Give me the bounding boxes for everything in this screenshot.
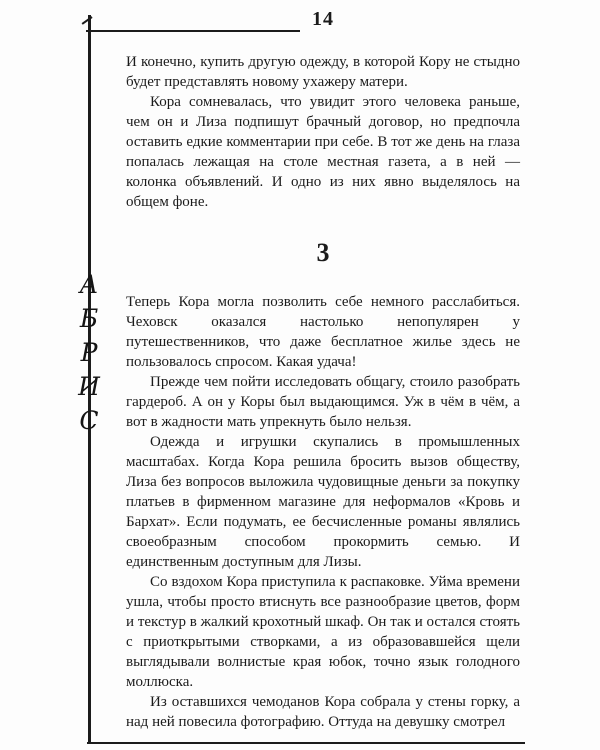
text-block [126,52,520,732]
spine-letter: А [79,270,99,299]
section-after-chapter [126,292,520,732]
page-number: 14 [312,8,334,30]
spine-vertical-text [70,272,108,433]
top-border-rule [86,30,300,32]
spine-letter: Р [80,338,98,367]
paragraph: Из оставшихся чемоданов Кора собрала у стены горку, а над ней повесила фотографию. Оттуда на девушку смотрел [126,694,520,730]
bottom-border-rule [87,742,525,744]
spine-letter: И [78,372,100,401]
chapter-number: 3 [316,238,330,267]
spine-letter: Б [79,304,99,333]
paragraph: Одежда и игрушки скупались в промышленных масштабах. Когда Кора решила бросить вызов обществу, Лиза без вопросов выложила чудовищные деньги за покупку платьев в фирменном магазине для неформалов «Кровь и Бархат». Если подумать, ее бесчисленные романы являлись своеобразным способом прокормить семью. И единственным доступным для Лизы. [126,434,520,570]
paragraph: И конечно, купить другую одежду, в которой Кору не стыдно будет представлять новому ухажеру матери. [126,54,520,90]
paragraph: Теперь Кора могла позволить себе немного расслабиться. Чеховск оказался настолько непопулярен у путешественников, что даже бесплатное жилье здесь не пользовалось спросом. Какая удача! [126,294,520,370]
paragraph: Кора сомневалась, что увидит этого человека раньше, чем он и Лиза подпишут брачный договор, но предпочла оставить едкие комментарии при себе. В тот же день на глаза попалась лежащая на столе местная газета, а в ней — колонка объявлений. И одно из них явно выделялось на общем фоне. [126,94,520,210]
section-before-chapter [126,52,520,212]
paragraph: Со вздохом Кора приступила к распаковке. Уйма времени ушла, чтобы просто втиснуть все разнообразие цветов, форм и текстур в жалкий крохотный шкаф. Он так и остался стоять с приоткрытыми створками, а из образовавшейся щели выглядывали волнистые края юбок, точно язык голодного моллюска. [126,574,520,690]
paragraph: Прежде чем пойти исследовать общагу, стоило разобрать гардероб. А он у Коры был выдающимся. Уж в чём в чём, а вот в жадности мать упрекнуть было нельзя. [126,374,520,430]
spine-letter: С [79,406,99,435]
